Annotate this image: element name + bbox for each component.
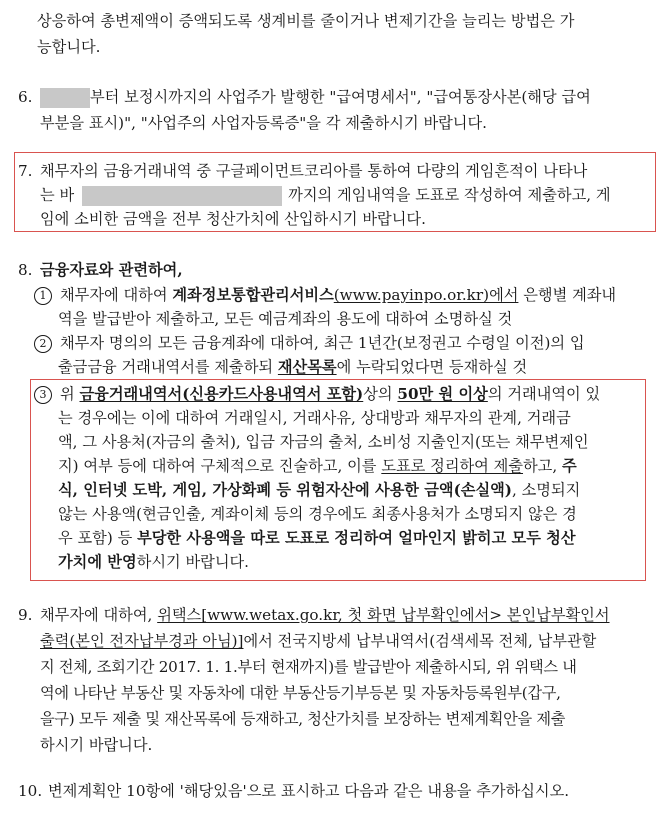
- redaction-block: [40, 88, 90, 108]
- item-7-line-3: 임에 소비한 금액을 전부 청산가치에 산입하시기 바랍니다.: [40, 210, 426, 228]
- circled-number: 2: [34, 335, 52, 353]
- item-10-line: 변제계획안 10항에 '해당있음'으로 표시하고 다음과 같은 내용을 추가하십시오.: [48, 782, 570, 800]
- item-8-sub-2-line-2: 출금금융 거래내역서를 제출하되 재산목록에 누락되었다면 등재하실 것: [58, 358, 528, 376]
- payinpo-link[interactable]: (www.payinpo.or.kr)에서: [333, 286, 519, 304]
- item-8-sub-1-line-2: 역을 발급받아 제출하고, 모든 예금계좌의 용도에 대하여 소명하실 것: [58, 310, 513, 328]
- item-8-sub-3-line-2: 는 경우에는 이에 대하여 거래일시, 거래사유, 상대방과 채무자의 관계, 거래금: [58, 409, 571, 427]
- item-8-sub-3-line-5: 식, 인터넷 도박, 게임, 가상화폐 등 위험자산에 사용한 금액(손실액), 소명되지: [58, 481, 581, 499]
- item-7-line-2: 는 바 까지의 게임내역을 도표로 작성하여 제출하고, 게: [40, 186, 611, 204]
- circled-number: 1: [34, 287, 52, 305]
- item-8-sub-3-line-7: 우 포함) 등 부당한 사용액을 따로 도표로 정리하여 얼마인지 밝히고 모두 청산: [58, 529, 576, 547]
- redaction-block: [82, 186, 282, 206]
- item-6-line-2: 부분을 표시)", "사업주의 사업자등록증"을 각 제출하시기 바랍니다.: [40, 114, 487, 132]
- item-9-line-2: 출력(본인 전자납부경과 아님)]에서 전국지방세 납부내역서(검색세목 전체, 납부관할: [40, 632, 597, 650]
- item-9-line-1: 채무자에 대하여, 위택스[www.wetax.go.kr, 첫 화면 납부확인에서> 본인납부확인서: [40, 606, 610, 624]
- item-8-sub-3-line-8: 가치에 반영하시기 바랍니다.: [58, 553, 250, 571]
- item-8-sub-1-line-1: 1 채무자에 대하여 계좌정보통합관리서비스(www.payinpo.or.kr)에서 은행별 계좌내: [34, 284, 616, 306]
- item-8-title: 금융자료와 관련하여,: [40, 261, 183, 279]
- item-number: 9.: [18, 606, 33, 624]
- item-8-sub-3-line-4: 지) 여부 등에 대하여 구체적으로 진술하고, 이를 도표로 정리하여 제출하고, 주: [58, 457, 577, 475]
- item-8-sub-3-line-3: 액, 그 사용처(자금의 출처), 입금 자금의 출처, 소비성 지출인지(또는 채무변제인: [58, 433, 589, 451]
- item-9-line-5: 을구) 모두 제출 및 재산목록에 등재하고, 청산가치를 보장하는 변제계획안을 제출: [40, 710, 566, 728]
- item-number: 7.: [18, 162, 33, 180]
- paragraph-line: 능합니다.: [37, 38, 101, 56]
- item-8-sub-2-line-1: 2 채무자 명의의 모든 금융계좌에 대하여, 최근 1년간(보정권고 수령일 이전)의 입: [34, 332, 585, 354]
- item-number: 6.: [18, 88, 33, 106]
- wetax-link[interactable]: 위택스[www.wetax.go.kr, 첫 화면 납부확인에서> 본인납부확인서: [157, 606, 610, 624]
- item-9-line-6: 하시기 바랍니다.: [40, 736, 153, 754]
- item-9-line-4: 역에 나타난 부동산 및 자동차에 대한 부동산등기부등본 및 자동차등록원부(갑구,: [40, 684, 561, 702]
- item-6-line-1: 부터 보정시까지의 사업주가 발행한 "급여명세서", "급여통장사본(해당 급여: [40, 86, 591, 108]
- item-8-sub-3-line-1: 3 위 금융거래내역서(신용카드사용내역서 포함)상의 50만 원 이상의 거래내역이 있: [34, 383, 600, 405]
- paragraph-line: 상응하여 총변제액이 증액되도록 생계비를 줄이거나 변제기간을 늘리는 방법은 가: [37, 12, 575, 30]
- item-number: 8.: [18, 261, 33, 279]
- item-9-line-3: 지 전체, 조회기간 2017. 1. 1.부터 현재까지)를 발급받아 제출하시되, 위 위택스 내: [40, 658, 577, 676]
- item-number: 10.: [18, 782, 43, 800]
- circled-number: 3: [34, 386, 52, 404]
- item-7-line-1: 채무자의 금융거래내역 중 구글페이먼트코리아를 통하여 다량의 게임흔적이 나타나: [40, 162, 588, 180]
- item-8-sub-3-line-6: 않는 사용액(현금인출, 계좌이체 등의 경우에도 최종사용처가 소명되지 않은 경: [58, 505, 577, 523]
